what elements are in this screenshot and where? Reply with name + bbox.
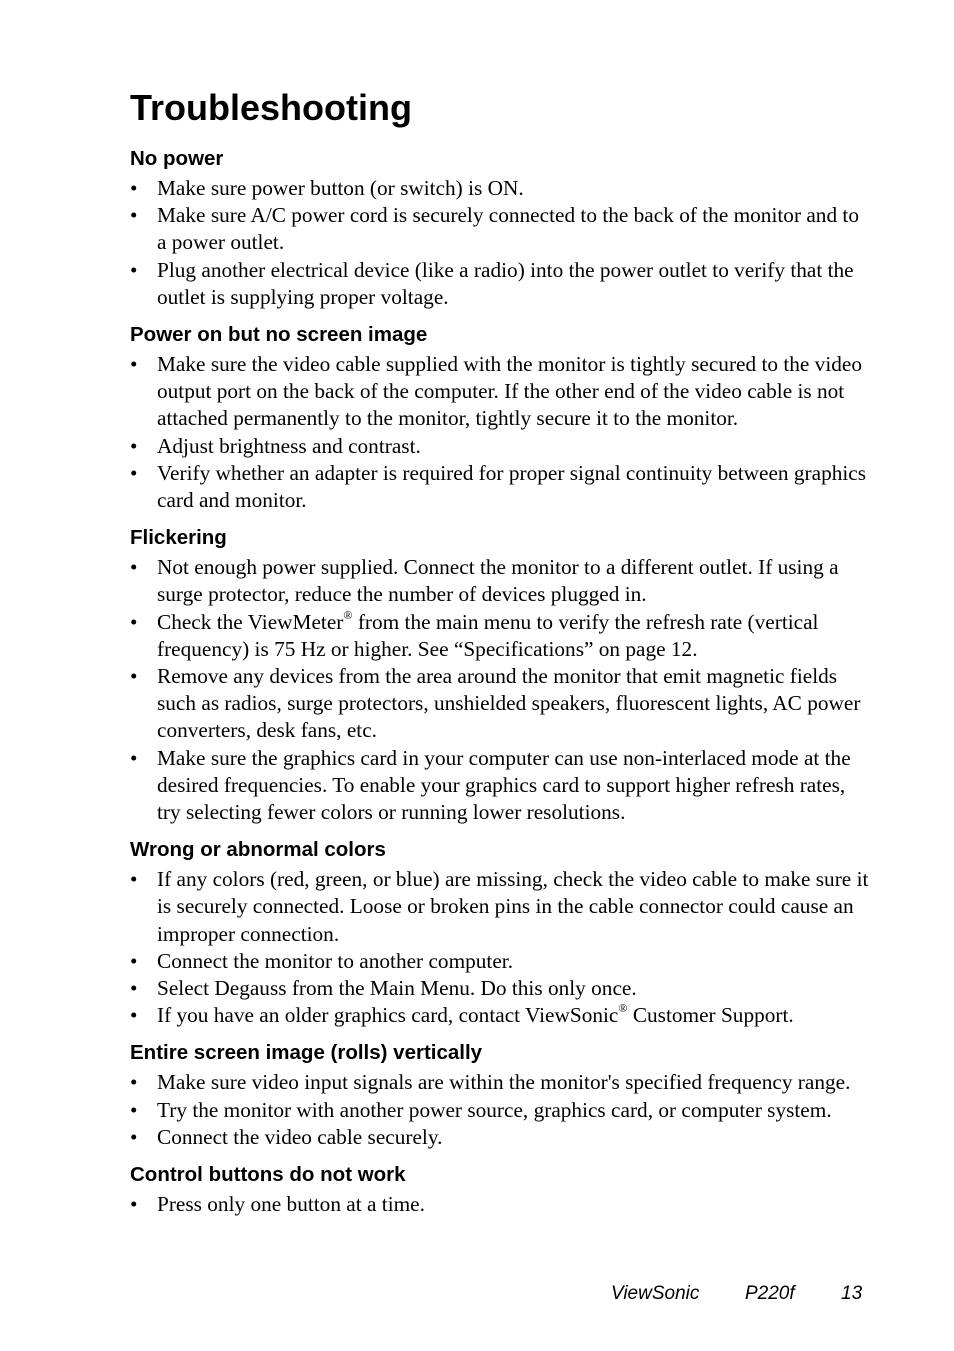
bullet-list: [130, 554, 870, 826]
bullet-list: [130, 866, 870, 1029]
bullet-glyph: •: [130, 745, 138, 770]
list-item: [130, 1097, 870, 1124]
bullet-glyph: •: [130, 203, 138, 228]
bullet-glyph: •: [130, 867, 138, 892]
bullet-glyph: •: [130, 433, 138, 458]
list-item: [130, 175, 870, 202]
list-item: [130, 609, 870, 663]
list-item: [130, 745, 870, 827]
list-item-text: Remove any devices from the area around the monitor that emit magnetic fields such as radios, surge protectors, unshielded speakers, fluorescent lights, AC power converters, desk fans, etc.: [157, 664, 861, 743]
bullet-glyph: •: [130, 460, 138, 485]
list-item-text: Connect the monitor to another computer.: [157, 948, 514, 973]
bullet-glyph: •: [130, 257, 138, 282]
section-heading: Control buttons do not work: [130, 1163, 406, 1187]
page-title: Troubleshooting: [130, 87, 412, 128]
list-item-text: Select Degauss from the Main Menu. Do this only once.: [157, 976, 637, 1001]
list-item: [130, 1002, 870, 1029]
list-item-text: Customer Support.: [627, 1003, 794, 1028]
list-item: [130, 554, 870, 608]
footer-page-number: 13: [841, 1283, 863, 1304]
list-item-text: Connect the video cable securely.: [157, 1124, 443, 1149]
bullet-glyph: •: [130, 948, 138, 973]
document-page: [130, 86, 870, 1229]
bullet-glyph: •: [130, 664, 138, 689]
list-item: [130, 948, 870, 975]
list-item: [130, 663, 870, 745]
sections-container: [130, 146, 870, 1218]
list-item-text: Make sure the video cable supplied with the monitor is tightly secured to the video output port on the back of the computer. If the other end of the video cable is not attached permanently to the monitor, tightly secure it to the monitor.: [157, 352, 863, 431]
section: [130, 1162, 870, 1218]
bullet-glyph: •: [130, 976, 138, 1001]
registered-mark: ®: [618, 1001, 628, 1016]
section: [130, 837, 870, 1029]
section-heading: Wrong or abnormal colors: [130, 838, 386, 862]
bullet-glyph: •: [130, 1124, 138, 1149]
list-item-text: Press only one button at a time.: [157, 1192, 425, 1217]
list-item-text: Not enough power supplied. Connect the monitor to a different outlet. If using a surge protector, reduce the number of devices plugged in.: [157, 555, 839, 607]
bullet-list: [130, 1069, 870, 1151]
list-item: [130, 1191, 870, 1218]
list-item: [130, 460, 870, 514]
section-heading: Entire screen image (rolls) vertically: [130, 1041, 483, 1065]
section-heading: Power on but no screen image: [130, 323, 428, 347]
list-item: [130, 433, 870, 460]
list-item: [130, 1069, 870, 1096]
section: [130, 146, 870, 311]
bullet-glyph: •: [130, 1192, 138, 1217]
footer-model: P220f: [745, 1283, 795, 1304]
bullet-glyph: •: [130, 1070, 138, 1095]
footer-brand: ViewSonic: [611, 1283, 700, 1304]
page-footer: [611, 1283, 862, 1305]
bullet-glyph: •: [130, 176, 138, 200]
section-heading: No power: [130, 147, 224, 170]
list-item-text: If any colors (red, green, or blue) are missing, check the video cable to make sure it is securely connected. Loose or broken pins in the cable connector could cause an improper connection.: [157, 867, 869, 946]
list-item-text: Make sure video input signals are within the monitor's specified frequency range.: [157, 1070, 851, 1095]
list-item-text: Plug another electrical device (like a radio) into the power outlet to verify that the outlet is supplying proper voltage.: [157, 257, 854, 309]
list-item: [130, 975, 870, 1002]
list-item-text: Try the monitor with another power source, graphics card, or computer system.: [157, 1097, 832, 1122]
section: [130, 525, 870, 826]
section: [130, 1040, 870, 1151]
list-item-text: Check the ViewMeter: [157, 609, 344, 634]
registered-mark: ®: [343, 607, 353, 622]
bullet-list: [130, 351, 870, 514]
list-item: [130, 351, 870, 433]
bullet-glyph: •: [130, 555, 138, 580]
list-item-text: If you have an older graphics card, contact ViewSonic: [157, 1003, 619, 1028]
bullet-list: [130, 175, 870, 311]
bullet-list: [130, 1191, 870, 1218]
bullet-glyph: •: [130, 1097, 138, 1122]
list-item-text: Verify whether an adapter is required for proper signal continuity between graphics card and monitor.: [157, 460, 867, 513]
section: [130, 322, 870, 514]
list-item: [130, 1124, 870, 1151]
list-item: [130, 202, 870, 256]
list-item-text: Make sure power button (or switch) is ON.: [157, 176, 524, 200]
list-item: [130, 257, 870, 311]
bullet-glyph: •: [130, 609, 138, 634]
list-item: [130, 866, 870, 948]
bullet-glyph: •: [130, 1003, 138, 1028]
list-item-text: Make sure the graphics card in your computer can use non-interlaced mode at the desired frequencies. To enable your graphics card to support higher refresh rates, try selecting fewer colors or running lower resolutions.: [157, 745, 851, 825]
list-item-text: from the main menu to verify the refresh rate (vertical frequency) is 75 Hz or higher. See “Specifications” on page 12.: [157, 609, 819, 661]
bullet-glyph: •: [130, 352, 138, 377]
list-item-text: Make sure A/C power cord is securely connected to the back of the monitor and to a power outlet.: [157, 203, 859, 255]
list-item-text: Adjust brightness and contrast.: [157, 433, 421, 458]
section-heading: Flickering: [130, 526, 227, 550]
